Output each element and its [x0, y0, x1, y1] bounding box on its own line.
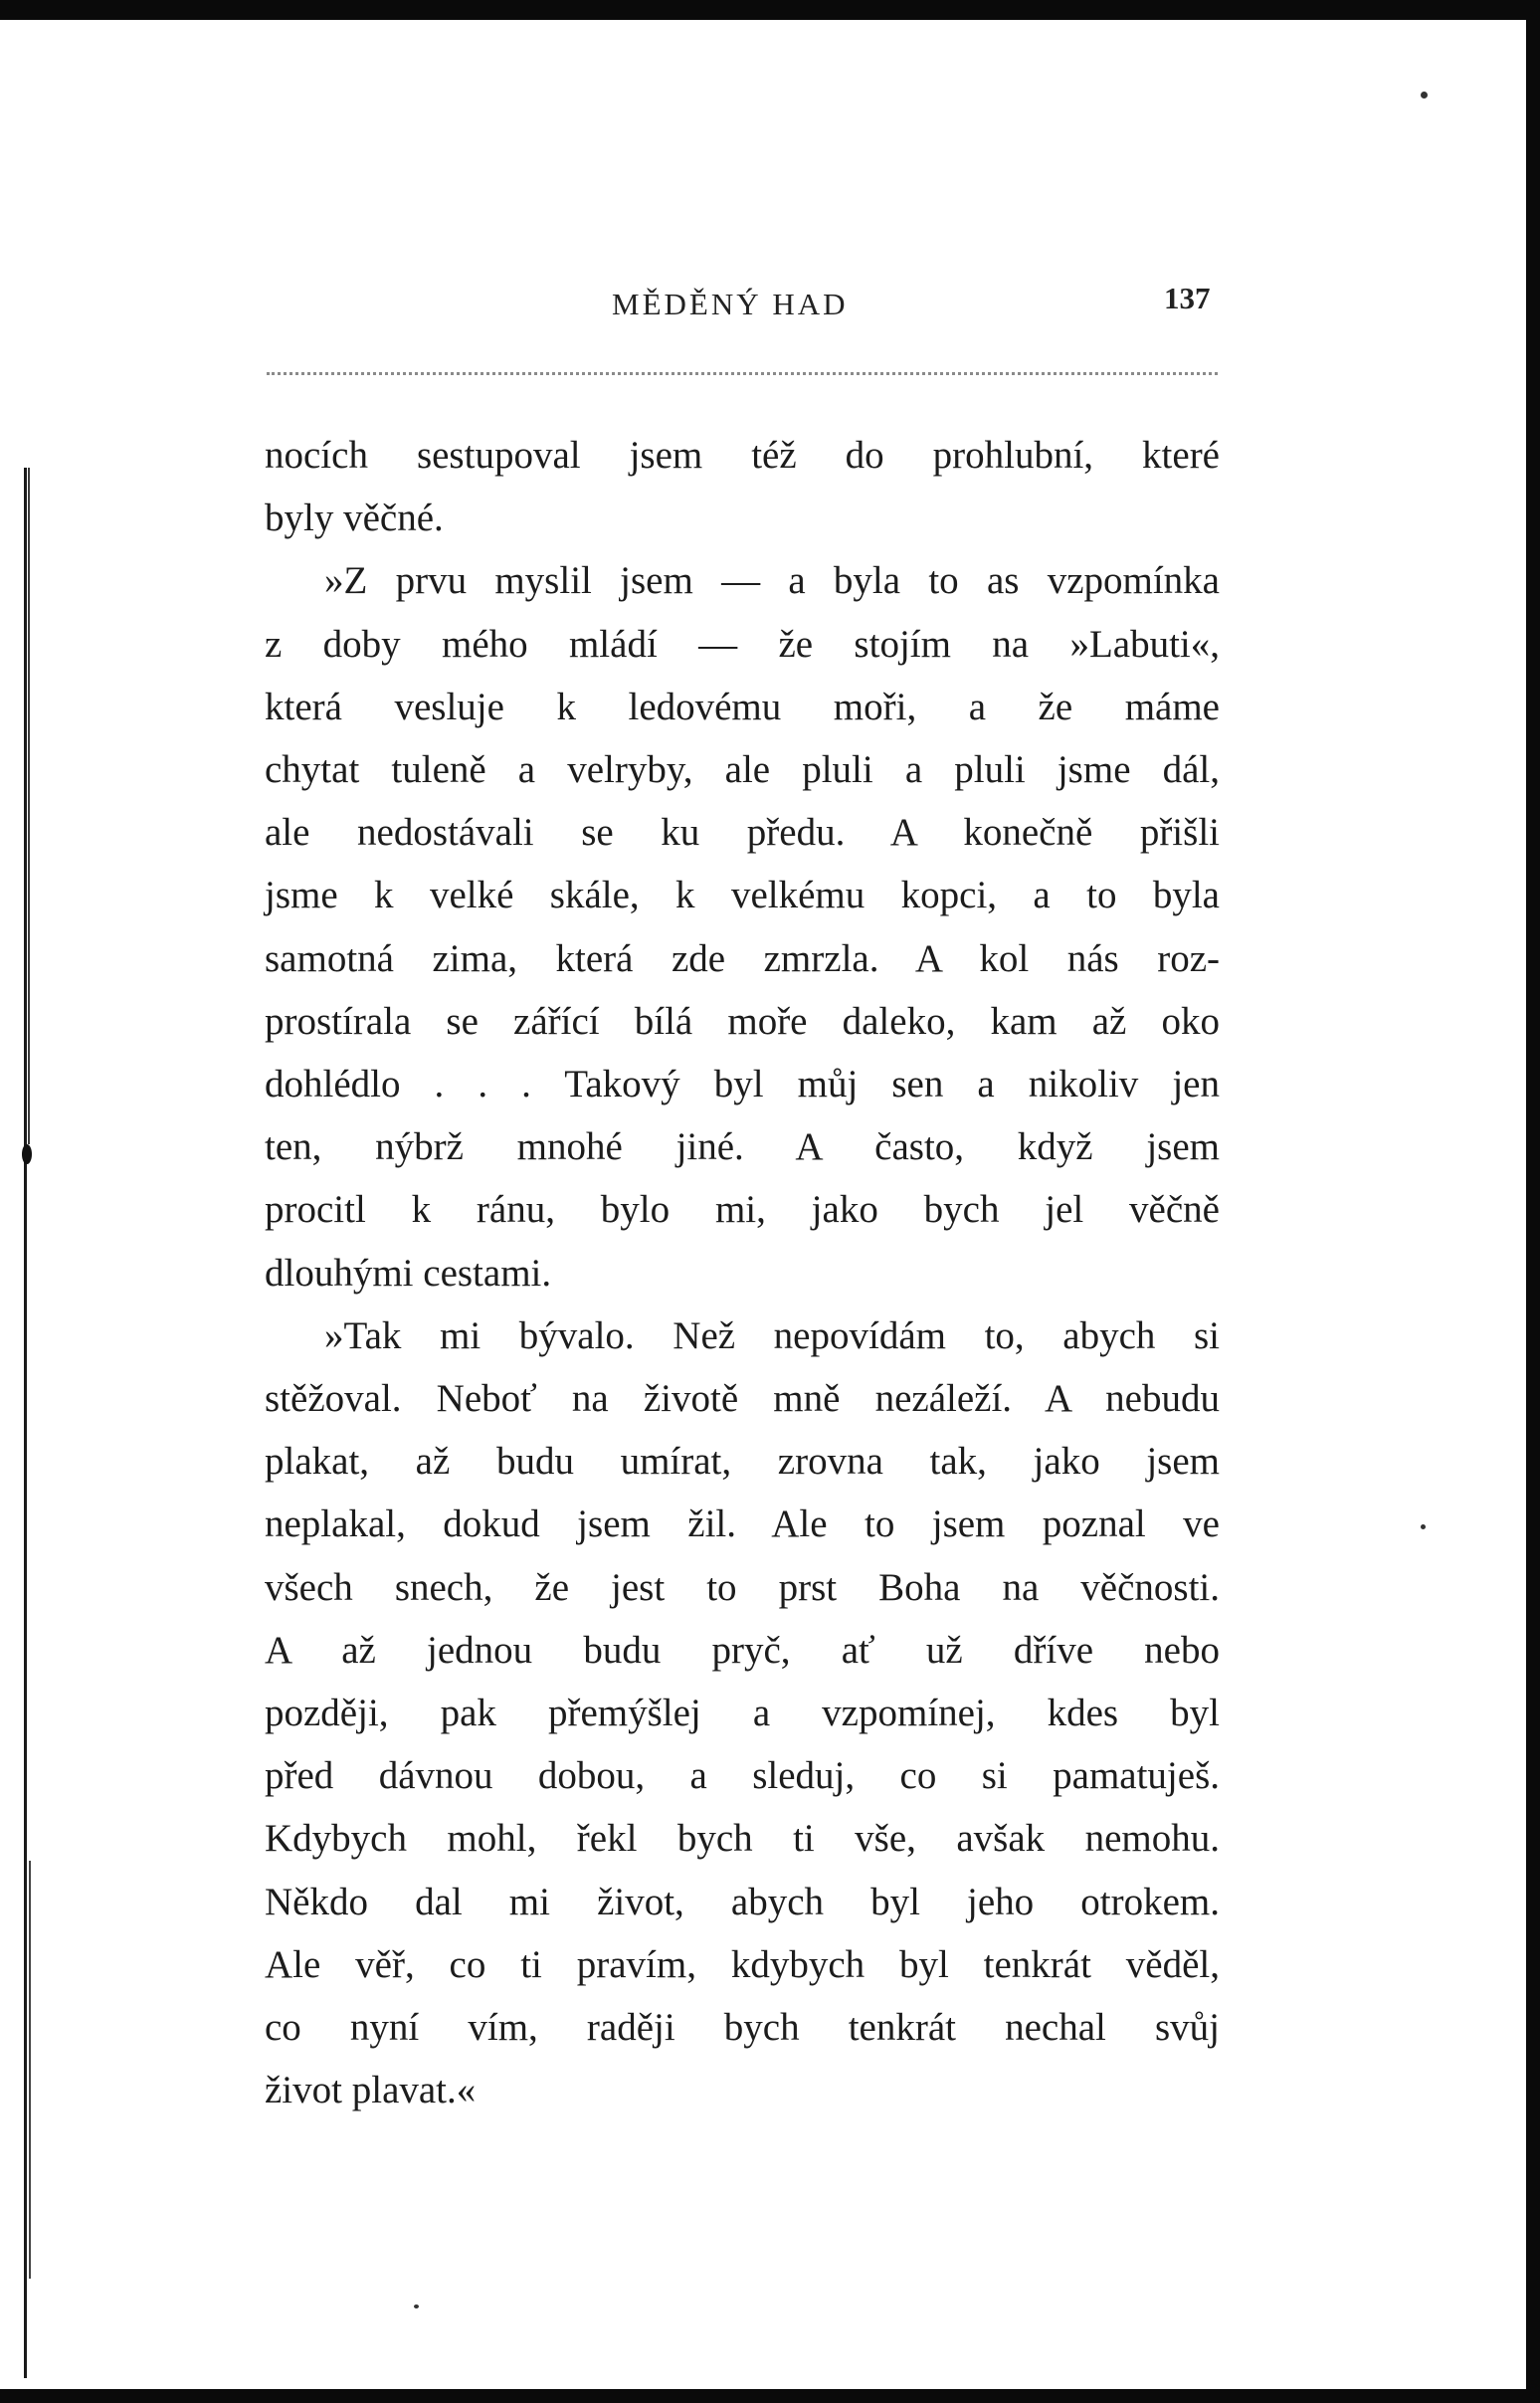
text-line: A až jednou budu pryč, ať už dříve nebo [265, 1628, 1220, 1672]
text-line: neplakal, dokud jsem žil. Ale to jsem poznal ve [265, 1502, 1220, 1546]
text-line: samotná zima, která zde zmrzla. A kol nás roz- [265, 936, 1220, 980]
scan-border-bottom [0, 2389, 1540, 2403]
text-line: »Z prvu myslil jsem — a byla to as vzpomínka [324, 559, 1220, 603]
text-line: chytat tuleně a velryby, ale pluli a pluli jsme dál, [265, 748, 1220, 792]
body-text [265, 424, 1220, 2121]
header-rule [267, 372, 1218, 375]
text-line: ale nedostávali se ku předu. A konečně přišli [265, 811, 1220, 855]
text-line: ten, nýbrž mnohé jiné. A často, když jsem [265, 1125, 1220, 1169]
text-line: Někdo dal mi život, abych byl jeho otrokem. [265, 1880, 1220, 1923]
scan-speck [414, 2304, 419, 2308]
text-line: před dávnou dobou, a sleduj, co si pamatuješ. [265, 1754, 1220, 1798]
text-line: co nyní vím, raději bych tenkrát nechal svůj [265, 2006, 1220, 2050]
text-line: dlouhými cestami. [265, 1251, 552, 1295]
text-line: nocích sestupoval jsem též do prohlubní, které [265, 434, 1220, 477]
text-line: Ale věř, co ti pravím, kdybych byl tenkrát věděl, [265, 1942, 1220, 1986]
text-line: jsme k velké skále, k velkému kopci, a to byla [265, 874, 1220, 917]
page-header [264, 281, 1219, 330]
text-line: z doby mého mládí — že stojím na »Labuti«, [265, 622, 1220, 666]
text-line: byly věčné. [265, 497, 444, 540]
text-line: později, pak přemýšlej a vzpomínej, kdes byl [265, 1692, 1220, 1735]
text-line: »Tak mi bývalo. Než nepovídám to, abych si [324, 1313, 1220, 1357]
text-line: dohlédlo . . . Takový byl můj sen a nikoliv jen [265, 1063, 1220, 1106]
text-line: prostírala se zářící bílá moře daleko, kam až oko [265, 999, 1220, 1043]
scan-speck [1421, 1524, 1426, 1529]
text-line: Kdybych mohl, řekl bych ti vše, avšak nemohu. [265, 1817, 1220, 1861]
text-line: stěžoval. Neboť na životě mně nezáleží. A nebudu [265, 1377, 1220, 1421]
page-number: 137 [1164, 281, 1211, 315]
text-line: všech snech, že jest to prst Boha na věčnosti. [265, 1565, 1220, 1609]
scan-speck [1421, 92, 1428, 99]
running-title: MĚDĚNÝ HAD [612, 287, 849, 321]
text-line: plakat, až budu umírat, zrovna tak, jako jsem [265, 1440, 1220, 1484]
binding-edge-shadow [22, 468, 34, 2378]
text-line: život plavat.« [265, 2069, 477, 2112]
scan-border-right [1526, 0, 1540, 2403]
text-line: která vesluje k ledovému moři, a že máme [265, 685, 1220, 728]
text-line: procitl k ránu, bylo mi, jako bych jel věčně [265, 1188, 1220, 1232]
scan-border-top [0, 0, 1540, 20]
